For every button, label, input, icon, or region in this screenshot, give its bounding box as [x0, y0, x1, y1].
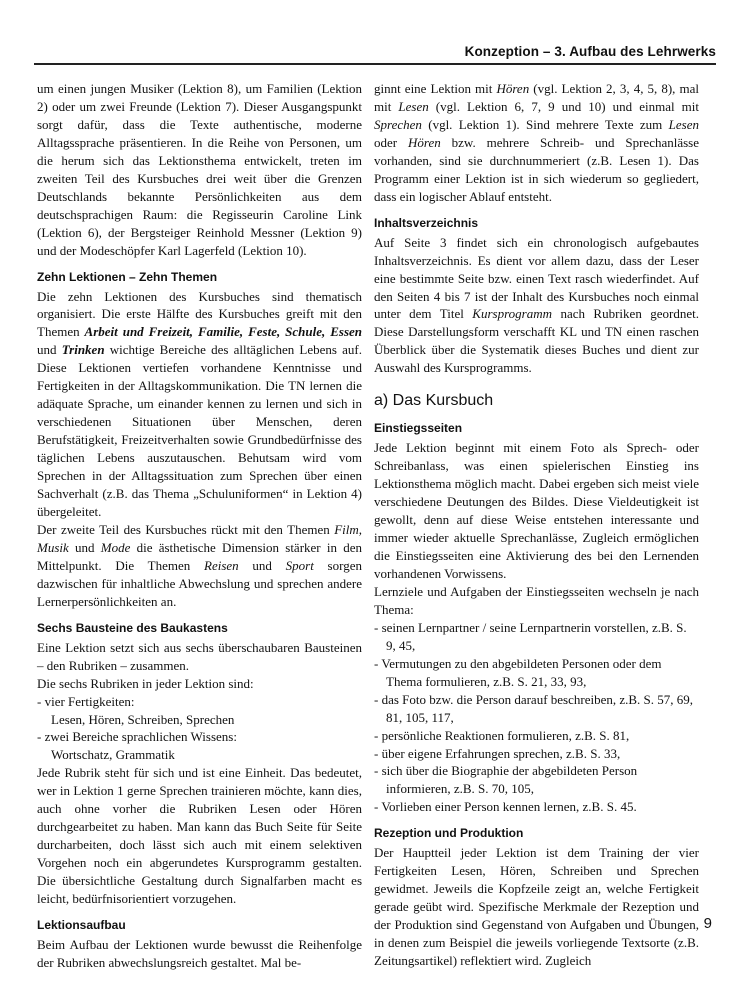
- paragraph: um einen jungen Musiker (Lektion 8), um Familien (Lektion 2) oder um zwei Freunde (Lektion 7). Dieser Ausgangspunkt sorgt dafür, dass die Texte authentische, moderne Alltagssprache präsentieren. In die Reihe von Personen, um die herum sich das Lektionsthema entwickelt, treten im zweiten Teil des Kursbuches drei weit über die Grenzen Deutschlands bekannte Persönlichkeiten aus dem deutschsprachigen Raum: die Regisseurin Caroline Link (Lektion 6), der Bergsteiger Reinhold Messner (Lektion 9) und der Modeschöpfer Karl Lagerfeld (Lektion 10).: [37, 81, 362, 258]
- list-item: - über eigene Erfahrungen sprechen, z.B. S. 33,: [374, 745, 621, 761]
- page-header: [34, 37, 716, 65]
- list-item-detail: Wortschatz, Grammatik: [51, 747, 175, 763]
- list-item-detail: Lesen, Hören, Schreiben, Sprechen: [51, 711, 235, 727]
- list-item: - zwei Bereiche sprachlichen Wissens:: [37, 729, 237, 745]
- paragraph: Der zweite Teil des Kursbuches rückt mit den Themen Film, Musik und Mode die ästhetische Dimension stärker in den Mittelpunkt. Die Themen Reisen und Sport sorgen dazwischen für inhaltliche Abwechslung und sprechen andere Lernerpersönlichkeiten an.: [37, 521, 362, 609]
- paragraph: Jede Rubrik steht für sich und ist eine Einheit. Das bedeutet, wer in Lektion 1 gerne Sprechen trainieren möchte, kann dies, auch ohne vorher die Rubriken Lesen oder Hören durchgearbeitet zu haben. Man kann das Buch Seite für Seite durcharbeiten, doch lässt sich auch mit einem selektiven Vorgehen noch ein abgerundetes Kursprogramm gestalten. Die übersichtliche Gestaltung durch Signalfarben macht es leicht, bedürfnisorientiert vorzugehen.: [37, 765, 362, 907]
- paragraph: Der Hauptteil jeder Lektion ist dem Training der vier Fertigkeiten Lesen, Hören, Schreiben und Sprechen gewidmet. Jeweils die Kopfzeile zeigt an, welche Fertigkeit gerade geübt wird. Spezifische Merkmale der Rezeption und der Produktion sind Gegenstand von Aufgaben und Übungen, in denen zum Beispiel die jeweils vorliegende Textsorte (z.B. Zeitungsartikel) reflektiert wird. Zugleich: [374, 845, 699, 969]
- paragraph: Die zehn Lektionen des Kursbuches sind thematisch organisiert. Die erste Hälfte des Kursbuches greift mit den Themen Arbeit und Freizeit, Familie, Feste, Schule, Essen und Trinken wichtige Bereiche des alltäglichen Lebens auf. Diese Lektionen vertiefen vorhandene Kenntnisse und Fertigkeiten in der Alltagskommunikation. Die TN lernen die adäquate Sprache, um einander kennen zu lernen und sich in verschiedenen Situationen über Menschen, deren Berufstätigkeit, Freizeitverhalten sowie Grundbedürfnisse des täglichen Lebens auszutauschen. Behutsam wird vom Sprechen in der Alltagssituation zum Sprechen über einen Sachverhalt (z.B. das Thema „Schuluniformen“ in Lektion 4) übergeleitet.: [37, 288, 363, 519]
- running-header: Konzeption – 3. Aufbau des Lehrwerks: [464, 44, 716, 59]
- list-item: - seinen Lernpartner / seine Lernpartnerin vorstellen, z.B. S. 9, 45,: [374, 619, 687, 653]
- section-heading: Zehn Lektionen – Zehn Themen: [37, 269, 218, 284]
- list-item: - Vermutungen zu den abgebildeten Personen oder dem Thema formulieren, z.B. S. 21, 33, 93,: [374, 655, 662, 689]
- list-item: - das Foto bzw. die Person darauf beschreiben, z.B. S. 57, 69, 81, 105, 117,: [374, 691, 694, 725]
- section-heading: Lektionsaufbau: [37, 917, 126, 932]
- paragraph: Auf Seite 3 findet sich ein chronologisch aufgebautes Inhaltsverzeichnis. Es dient vor allem dazu, dass der Leser eine bestimmte Seite bzw. einen Text rasch wiederfindet. Auf den Seiten 4 bis 7 ist der Inhalt des Kursbuches noch einmal unter dem Titel Kursprogramm nach Rubriken geordnet. Diese Darstellungsform verschafft KL und TN einen raschen Überblick über die Systematik dieses Buches und dient zur Auswahl des Kursprogramms.: [374, 234, 699, 376]
- paragraph: Eine Lektion setzt sich aus sechs überschaubaren Bausteinen – den Rubriken – zusammen.: [37, 639, 362, 673]
- list-item: - sich über die Biographie der abgebildeten Person informieren, z.B. S. 70, 105,: [374, 763, 638, 797]
- list-item: - persönliche Reaktionen formulieren, z.B. S. 81,: [374, 727, 630, 743]
- paragraph: Jede Lektion beginnt mit einem Foto als Sprech- oder Schreibanlass, was einen spielerischen Einstieg ins Lektionsthema möglich macht. Dabei ergeben sich meist viele verschiedene Deutungen des Bildes. Diese Vieldeutigkeit ist gewollt, denn auf diese Weise entstehen interessante und immer wieder aktuelle Sprechanlässe, Zugleich ermöglichen die Einstiegsseiten eine Aktivierung des bei den Lernenden vorhandenen Vorwissens.: [374, 440, 699, 581]
- paragraph: ginnt eine Lektion mit Hören (vgl. Lektion 2, 3, 4, 5, 8), mal mit Lesen (vgl. Lektion 6, 7, 9 und 10) und einmal mit Sprechen (vgl. Lektion 1). Sind mehrere Texte zum Lesen oder Hören bzw. mehrere Schreib- und Sprechanlässe vorhanden, sind sie durchnummeriert (z.B. Lesen 1). Das Programm einer Lektion ist in sich wiederum so gegliedert, dass ein logischer Ablauf entsteht.: [374, 81, 700, 204]
- list-item: - Vorlieben einer Person kennen lernen, z.B. S. 45.: [374, 799, 637, 815]
- paragraph: Die sechs Rubriken in jeder Lektion sind:: [37, 675, 254, 691]
- section-heading: Einstiegsseiten: [374, 421, 463, 436]
- section-heading: Rezeption und Produktion: [374, 826, 524, 841]
- page-number: 9: [703, 915, 712, 932]
- chapter-heading: a) Das Kursbuch: [374, 392, 494, 410]
- list-item: - vier Fertigkeiten:: [37, 693, 135, 709]
- left-column: [37, 80, 362, 974]
- paragraph: Beim Aufbau der Lektionen wurde bewusst die Reihenfolge der Rubriken abwechslungsreich gestaltet. Mal be-: [37, 936, 362, 970]
- section-heading: Inhaltsverzeichnis: [374, 215, 479, 230]
- paragraph: Lernziele und Aufgaben der Einstiegsseiten wechseln je nach Thema:: [374, 583, 699, 617]
- right-column: [374, 80, 699, 972]
- section-heading: Sechs Bausteine des Baukastens: [37, 620, 228, 635]
